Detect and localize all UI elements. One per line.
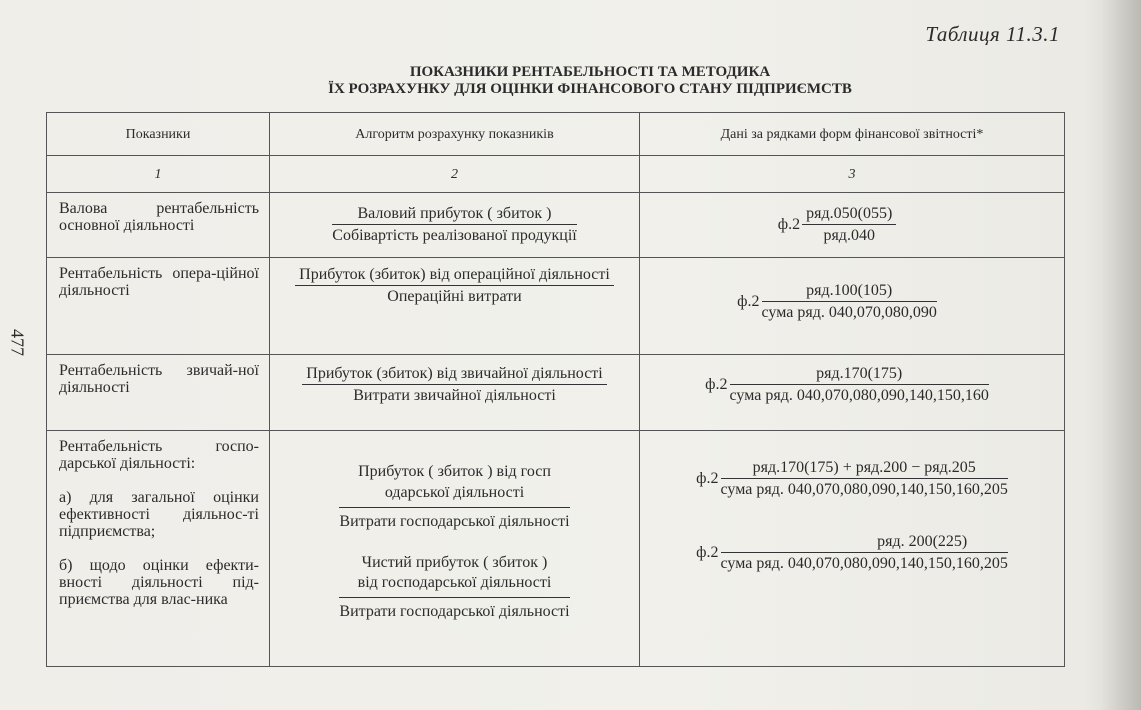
numerator: Прибуток (збиток) від звичайної діяльності [302, 365, 606, 385]
numerator-line: Чистий прибуток ( збиток ) [361, 554, 548, 571]
denominator: Витрати звичайної діяльності [353, 387, 556, 404]
numerator-line: Прибуток ( збиток ) від госп [358, 463, 551, 480]
numerator: Прибуток (збиток) від операційної діяльності [295, 266, 614, 286]
column-number: 1 [47, 156, 270, 193]
title-line-1: ПОКАЗНИКИ РЕНТАБЕЛЬНОСТІ ТА МЕТОДИКА [409, 64, 771, 80]
indicator-name: Рентабельність звичай-ної діяльності [47, 355, 270, 431]
form-prefix: ф.2 [777, 216, 801, 233]
table-row [47, 431, 1065, 667]
indicator-title: Рентабельність госпо-дарської діяльності: [59, 438, 259, 472]
data-fraction [802, 205, 896, 244]
table-row [47, 355, 1065, 431]
table-title [160, 64, 1020, 98]
denominator: Операційні витрати [387, 288, 522, 305]
numerator-line: одарської діяльності [339, 483, 569, 508]
algorithm-fraction-b [339, 552, 569, 620]
profitability-table [46, 112, 1065, 667]
form-prefix: ф.2 [737, 293, 760, 310]
algorithm-fraction [332, 205, 576, 244]
header-cell: Показники [47, 113, 270, 156]
algorithm-fraction-a [339, 460, 569, 530]
denominator: Собівартість реалізованої продукції [332, 227, 577, 244]
algorithm-cell [270, 355, 640, 431]
denominator: ряд.040 [823, 227, 875, 244]
data-fraction [730, 365, 989, 404]
numerator: ряд.100(105) [762, 282, 937, 302]
option-a: а) для загальної оцінки ефективності діяльнос-ті підприємства; [59, 489, 259, 540]
header-cell: Алгоритм розрахунку показників [270, 113, 640, 156]
header-cell: Дані за рядками форм фінансової звітності* [640, 113, 1065, 156]
numerator-line: від господарської діяльності [339, 573, 569, 598]
algorithm-cell [270, 431, 640, 667]
data-cell [640, 193, 1065, 258]
algorithm-fraction [302, 365, 606, 404]
title-line-2: ЇХ РОЗРАХУНКУ ДЛЯ ОЦІНКИ ФІНАНСОВОГО СТАНУ ПІДПРИЄМСТВ [328, 81, 852, 97]
option-b: б) щодо оцінки ефекти-вності діяльності під-приємства для влас-ника [59, 557, 259, 608]
numerator: ряд.050(055) [802, 205, 896, 225]
column-number: 2 [270, 156, 640, 193]
numerator: ряд.170(175) + ряд.200 − ряд.205 [721, 459, 1008, 479]
algorithm-cell [270, 258, 640, 355]
denominator: сума ряд. 040,070,080,090,140,150,160,205 [720, 481, 1008, 498]
algorithm-fraction [295, 266, 614, 305]
form-prefix: ф.2 [696, 544, 719, 561]
denominator: сума ряд. 040,070,080,090 [761, 304, 937, 321]
data-cell [640, 431, 1065, 667]
data-fraction-a [721, 459, 1008, 498]
column-number: 3 [640, 156, 1065, 193]
page-number: 477 [7, 329, 28, 356]
data-cell [640, 258, 1065, 355]
numerator: ряд.170(175) [730, 365, 989, 385]
column-number-row [47, 156, 1065, 193]
data-fraction-b [721, 533, 1008, 572]
denominator: Витрати господарської діяльності [339, 513, 570, 530]
table-number: Таблиця 11.3.1 [925, 22, 1060, 46]
data-fraction [762, 282, 937, 321]
numerator: ряд. 200(225) [721, 533, 1008, 553]
header-row [47, 113, 1065, 156]
form-prefix: ф.2 [705, 376, 728, 393]
form-prefix: ф.2 [696, 470, 719, 487]
page-edge-shadow [1101, 0, 1141, 710]
denominator: Витрати господарської діяльності [339, 603, 570, 620]
table-row [47, 193, 1065, 258]
table-row [47, 258, 1065, 355]
indicator-name: Рентабельність опера-ційної діяльності [47, 258, 270, 355]
denominator: сума ряд. 040,070,080,090,140,150,160 [729, 387, 989, 404]
numerator: Валовий прибуток ( збиток ) [332, 205, 576, 225]
denominator: сума ряд. 040,070,080,090,140,150,160,205 [720, 555, 1008, 572]
indicator-name [47, 431, 270, 667]
indicator-name: Валова рентабельність основної діяльності [47, 193, 270, 258]
data-cell [640, 355, 1065, 431]
algorithm-cell [270, 193, 640, 258]
